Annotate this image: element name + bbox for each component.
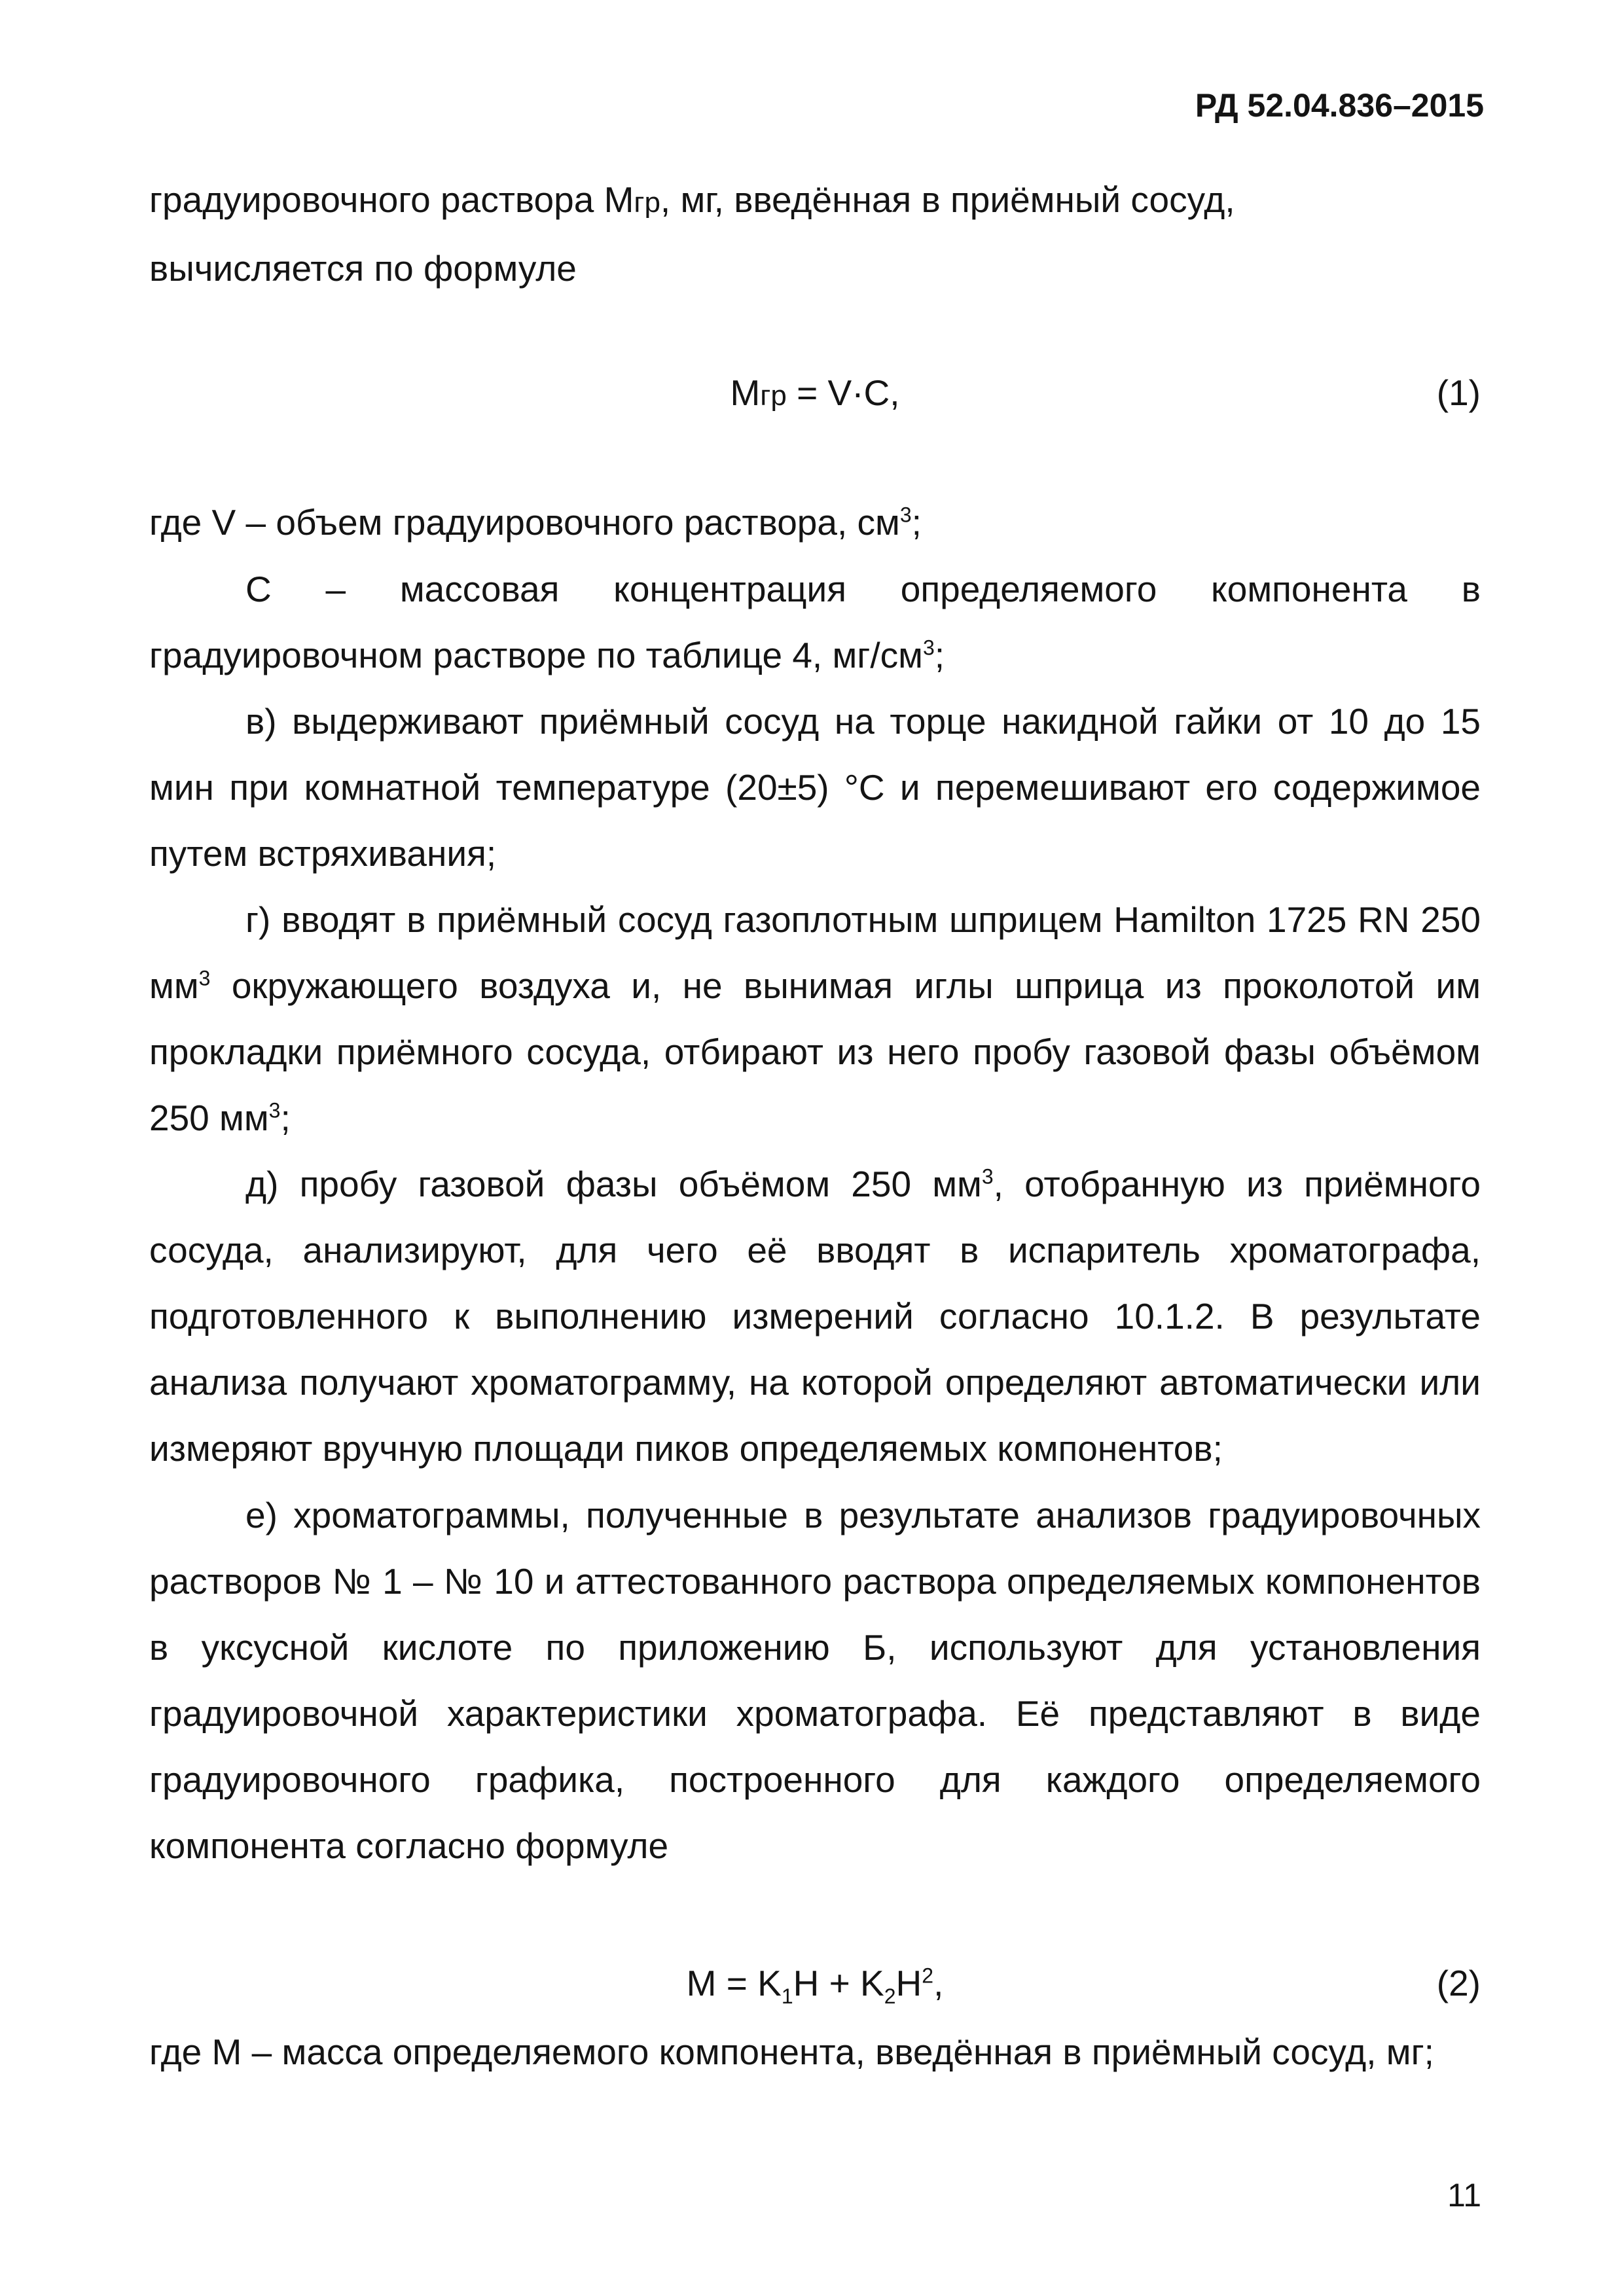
formula-2-sup: 2	[922, 1964, 934, 1988]
item-g-sup2: 3	[268, 1098, 281, 1122]
item-g-text-b: окружающего воздуха и, не вынимая иглы шприца из проколотой им прокладки приёмного сосуда, отбирают из него пробу газовой фазы объёмом 250 мм	[149, 965, 1481, 1138]
item-g-text-a: г) вводят в приёмный сосуд газоплотным шприцем Hamilton 1725 RN 250 мм	[149, 899, 1481, 1006]
where-m	[149, 2019, 1481, 2085]
formula-2-a: M = K	[686, 1963, 782, 2003]
where-c	[149, 556, 1481, 689]
item-d-text-b: , отобранную из приёмного сосуда, анализируют, для чего её вводят в испаритель хроматографа, подготовленного к выполнению измерений согласно 10.1.2. В результате анализа получают хроматограмму, на которой определяют автоматически или измеряют вручную площади пиков определяемых компонентов;	[149, 1164, 1481, 1469]
where-v-end: ;	[911, 502, 922, 543]
intro-line2: вычисляется по формуле	[149, 248, 577, 289]
formula-2-d: ,	[933, 1963, 944, 2003]
m-gr-subscript: гр	[634, 187, 660, 219]
formula-1-number: (1)	[1436, 372, 1481, 413]
where-v	[149, 490, 1481, 556]
formula-2-expression	[149, 1957, 1481, 2009]
where-v-sup: 3	[899, 503, 912, 527]
where-c-end: ;	[934, 635, 945, 675]
formula-2-b: H + K	[793, 1963, 884, 2003]
page-number: 11	[1447, 2177, 1481, 2214]
formula-2-number: (2)	[1436, 1963, 1481, 2003]
item-d	[149, 1151, 1481, 1482]
item-g-sup1: 3	[198, 966, 211, 990]
item-d-sup: 3	[981, 1164, 994, 1189]
intro-line1-start: градуировочного раствора M	[149, 179, 634, 220]
formula-2-sub1: 1	[781, 1984, 793, 2008]
where-c-text: С – массовая концентрация определяемого компонента в градуировочном растворе по таблице 4, мг/см	[149, 569, 1481, 675]
item-v-text: в) выдерживают приёмный сосуд на торце накидной гайки от 10 до 15 мин при комнатной температуре (20±5) °С и перемешивают его содержимое путем встряхивания;	[149, 701, 1481, 874]
item-d-text-a: д) пробу газовой фазы объёмом 250 мм	[245, 1164, 982, 1204]
item-v	[149, 689, 1481, 887]
where-m-text: где M – масса определяемого компонента, введённая в приёмный сосуд, мг;	[149, 2032, 1434, 2072]
item-g-text-c: ;	[280, 1098, 291, 1138]
item-g	[149, 887, 1481, 1151]
formula-2-c: H	[895, 1963, 922, 2003]
intro-line1-end: , мг, введённая в приёмный сосуд,	[660, 179, 1235, 220]
formula-1-rest: = V·C,	[786, 372, 900, 413]
where-c-sup: 3	[922, 636, 935, 660]
formula-2-sub2: 2	[884, 1984, 896, 2008]
item-e-text: е) хроматограммы, полученные в результате анализов градуировочных растворов № 1 – № 10 и аттестованного раствора определяемых компонентов в уксусной кислоте по приложению Б, используют для установления градуировочной характеристики хроматографа. Её представляют в виде градуировочного графика, построенного для каждого определяемого компонента согласно формуле	[149, 1495, 1481, 1866]
formula-1-m: M	[730, 372, 761, 413]
item-e	[149, 1482, 1481, 1879]
formula-1-expression	[149, 367, 1481, 422]
intro-paragraph	[149, 167, 1481, 302]
formula-1-m-sub: гр	[760, 380, 787, 412]
document-code: РД 52.04.836–2015	[1195, 87, 1484, 124]
where-v-text: где V – объем градуировочного раствора, см	[149, 502, 900, 543]
